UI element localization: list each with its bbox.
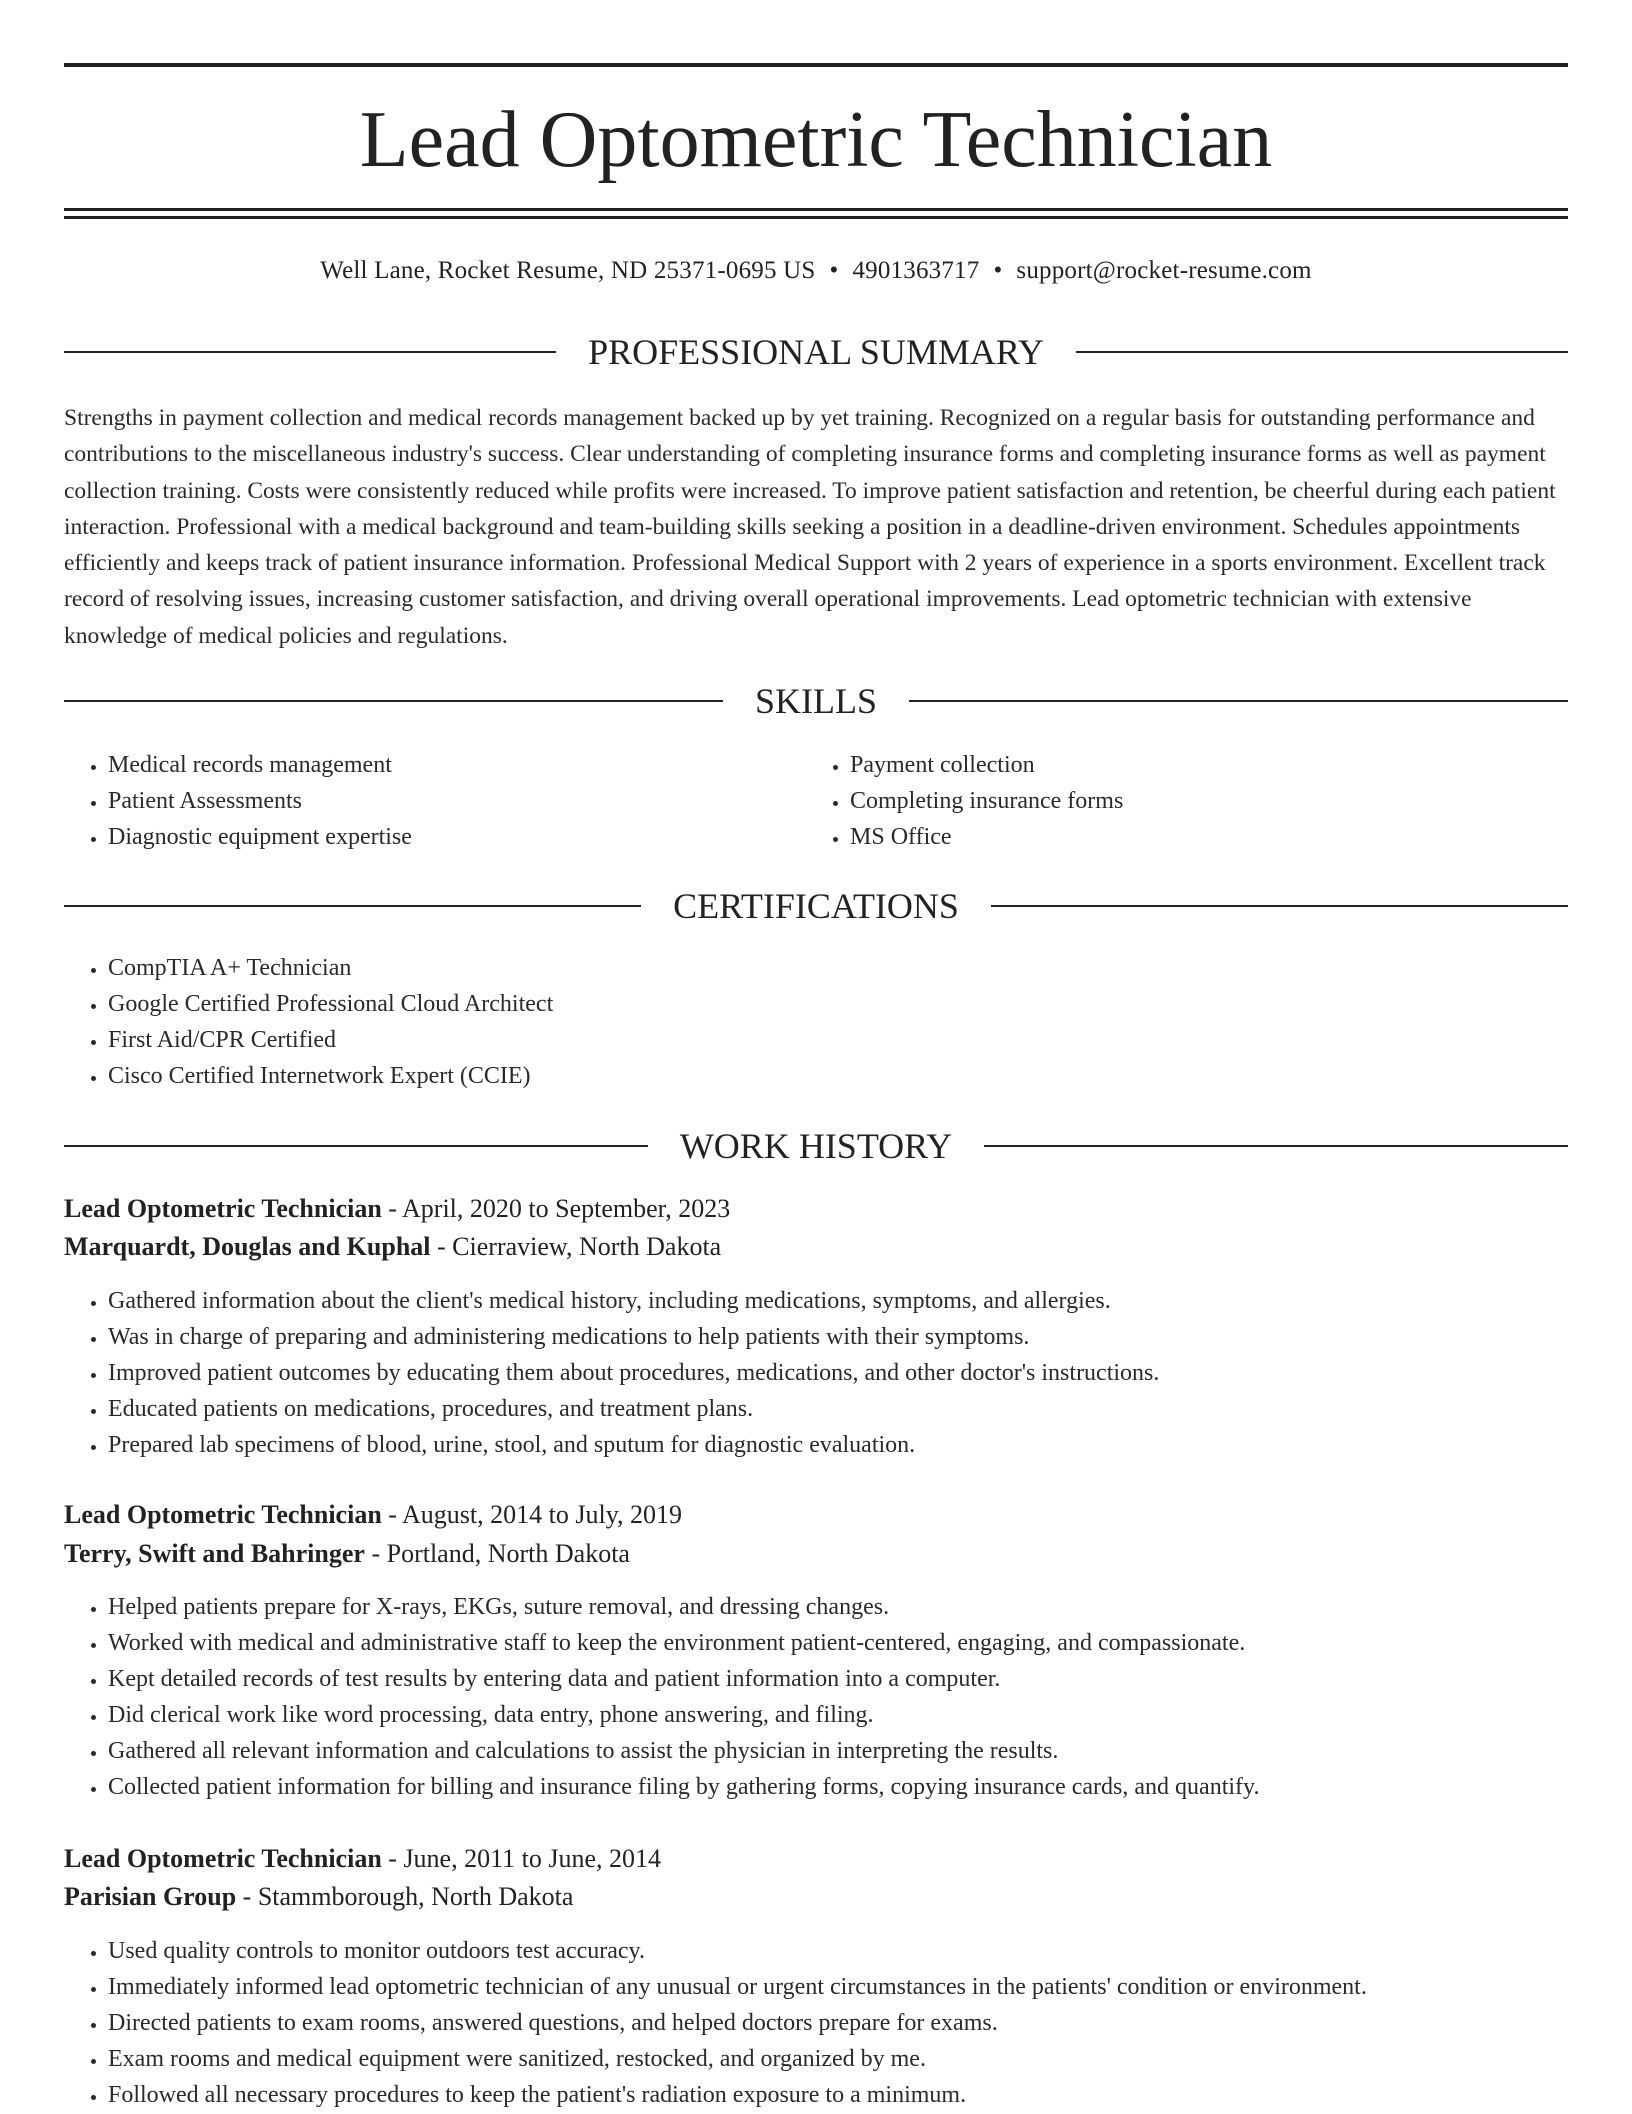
section-heading-skills [64, 679, 1568, 723]
job-title: Lead Optometric Technician [64, 1844, 382, 1873]
job-bullet: • Gathered information about the client's medical history, including medications, symptoms, and allergies. [108, 1283, 1159, 1319]
job-bullet: • Prepared lab specimens of blood, urine, stool, and sputum for diagnostic evaluation. [108, 1427, 1159, 1463]
job-bullet: • Educated patients on medications, procedures, and treatment plans. [108, 1391, 1159, 1427]
skill-item: • Payment collection [850, 747, 1123, 783]
job-title: Lead Optometric Technician [64, 1194, 382, 1223]
job-dates: - June, 2011 to June, 2014 [381, 1844, 662, 1873]
job-bullets [64, 1589, 1259, 1805]
certifications-list [64, 950, 553, 1094]
section-title: PROFESSIONAL SUMMARY [588, 332, 1044, 372]
job-location: - Portland, North Dakota [364, 1539, 630, 1568]
skills-list-left [64, 747, 412, 855]
job-title: Lead Optometric Technician [64, 1500, 382, 1529]
heading-rule [64, 1145, 648, 1147]
certification-item: • CompTIA A+ Technician [108, 950, 553, 986]
job-bullet: • Was in charge of preparing and administering medications to help patients with their symptoms. [108, 1319, 1159, 1355]
job-company-line [64, 1535, 1568, 1573]
job-bullets [64, 1283, 1159, 1463]
job-bullet: • Directed patients to exam rooms, answered questions, and helped doctors prepare for exams. [108, 2005, 1367, 2041]
job-company: Marquardt, Douglas and Kuphal [64, 1232, 431, 1261]
heading-rule [984, 1145, 1568, 1147]
certification-item: • Cisco Certified Internetwork Expert (CCIE) [108, 1058, 553, 1094]
contact-email: support@rocket-resume.com [1016, 257, 1312, 284]
certification-item: • First Aid/CPR Certified [108, 1022, 553, 1058]
job-bullet: • Improved patient outcomes by educating them about procedures, medications, and other doctor's instructions. [108, 1355, 1159, 1391]
section-heading-work-history [64, 1124, 1568, 1168]
skill-item: • Patient Assessments [108, 783, 412, 819]
section-title: SKILLS [755, 681, 878, 721]
job-bullet: • Collected patient information for billing and insurance filing by gathering forms, copying insurance cards, and quantify. [108, 1769, 1259, 1805]
job-bullet: • Exam rooms and medical equipment were sanitized, restocked, and organized by me. [108, 2041, 1367, 2077]
job-bullet: • Did clerical work like word processing, data entry, phone answering, and filing. [108, 1697, 1259, 1733]
job-company-line [64, 1228, 1568, 1266]
header-top-rule [64, 63, 1568, 67]
header-double-rule-upper [64, 208, 1568, 211]
skills-list-right [806, 747, 1123, 855]
contact-line [64, 254, 1568, 288]
contact-separator: • [829, 257, 839, 284]
heading-rule [64, 700, 723, 702]
job-bullet: • Helped patients prepare for X-rays, EKGs, suture removal, and dressing changes. [108, 1589, 1259, 1625]
heading-rule [64, 351, 556, 353]
page-title: Lead Optometric Technician [359, 96, 1273, 184]
job-company: Parisian Group [64, 1882, 237, 1911]
heading-rule [909, 700, 1568, 702]
header-double-rule-lower [64, 216, 1568, 219]
job-bullet: • Followed all necessary procedures to keep the patient's radiation exposure to a minimum. [108, 2077, 1367, 2113]
skill-item: • MS Office [850, 819, 1123, 855]
section-title: WORK HISTORY [679, 1126, 953, 1166]
skill-item: • Completing insurance forms [850, 783, 1123, 819]
job-title-line [64, 1496, 1568, 1534]
job-company: Terry, Swift and Bahringer [64, 1539, 365, 1568]
job-location: - Cierraview, North Dakota [430, 1232, 722, 1261]
section-heading-certifications [64, 884, 1568, 928]
job-dates: - April, 2020 to September, 2023 [381, 1194, 731, 1223]
heading-rule [991, 905, 1568, 907]
heading-rule [64, 905, 641, 907]
contact-separator: • [993, 257, 1003, 284]
certification-item: • Google Certified Professional Cloud Architect [108, 986, 553, 1022]
section-title: CERTIFICATIONS [673, 886, 959, 926]
section-heading-summary [64, 330, 1568, 374]
contact-phone: 4901363717 [852, 257, 980, 284]
job-company-line [64, 1878, 1568, 1916]
job-bullets [64, 1933, 1367, 2113]
job-title-line [64, 1840, 1568, 1878]
professional-summary-text: Strengths in payment collection and medical records management backed up by yet training. Recognized on a regular basis for outstanding performance and contributions to the miscellaneous industry's success. Clear understanding of completing insurance forms and completing insurance forms as well as payment collection training. Costs were consistently reduced while profits were increased. To improve patient satisfaction and retention, be cheerful during each patient interaction. Professional with a medical background and team-building skills seeking a position in a deadline-driven environment. Schedules appointments efficiently and keeps track of patient insurance information. Professional Medical Support with 2 years of experience in a sports environment. Excellent track record of resolving issues, increasing customer satisfaction, and driving overall operational improvements. Lead optometric technician with extensive knowledge of medical policies and regulations. [64, 405, 1556, 649]
job-title-line [64, 1190, 1568, 1228]
skill-item: • Diagnostic equipment expertise [108, 819, 412, 855]
heading-rule [1076, 351, 1568, 353]
job-bullet: • Kept detailed records of test results by entering data and patient information into a computer. [108, 1661, 1259, 1697]
job-dates: - August, 2014 to July, 2019 [381, 1500, 682, 1529]
job-bullet: • Immediately informed lead optometric technician of any unusual or urgent circumstances in the patients' condition or environment. [108, 1969, 1367, 2005]
job-bullet: • Used quality controls to monitor outdoors test accuracy. [108, 1933, 1367, 1969]
job-location: - Stammborough, North Dakota [236, 1882, 574, 1911]
contact-address: Well Lane, Rocket Resume, ND 25371-0695 US [320, 257, 816, 284]
job-bullet: • Gathered all relevant information and calculations to assist the physician in interpreting the results. [108, 1733, 1259, 1769]
job-bullet: • Worked with medical and administrative staff to keep the environment patient-centered, engaging, and compassionate. [108, 1625, 1259, 1661]
skill-item: • Medical records management [108, 747, 412, 783]
